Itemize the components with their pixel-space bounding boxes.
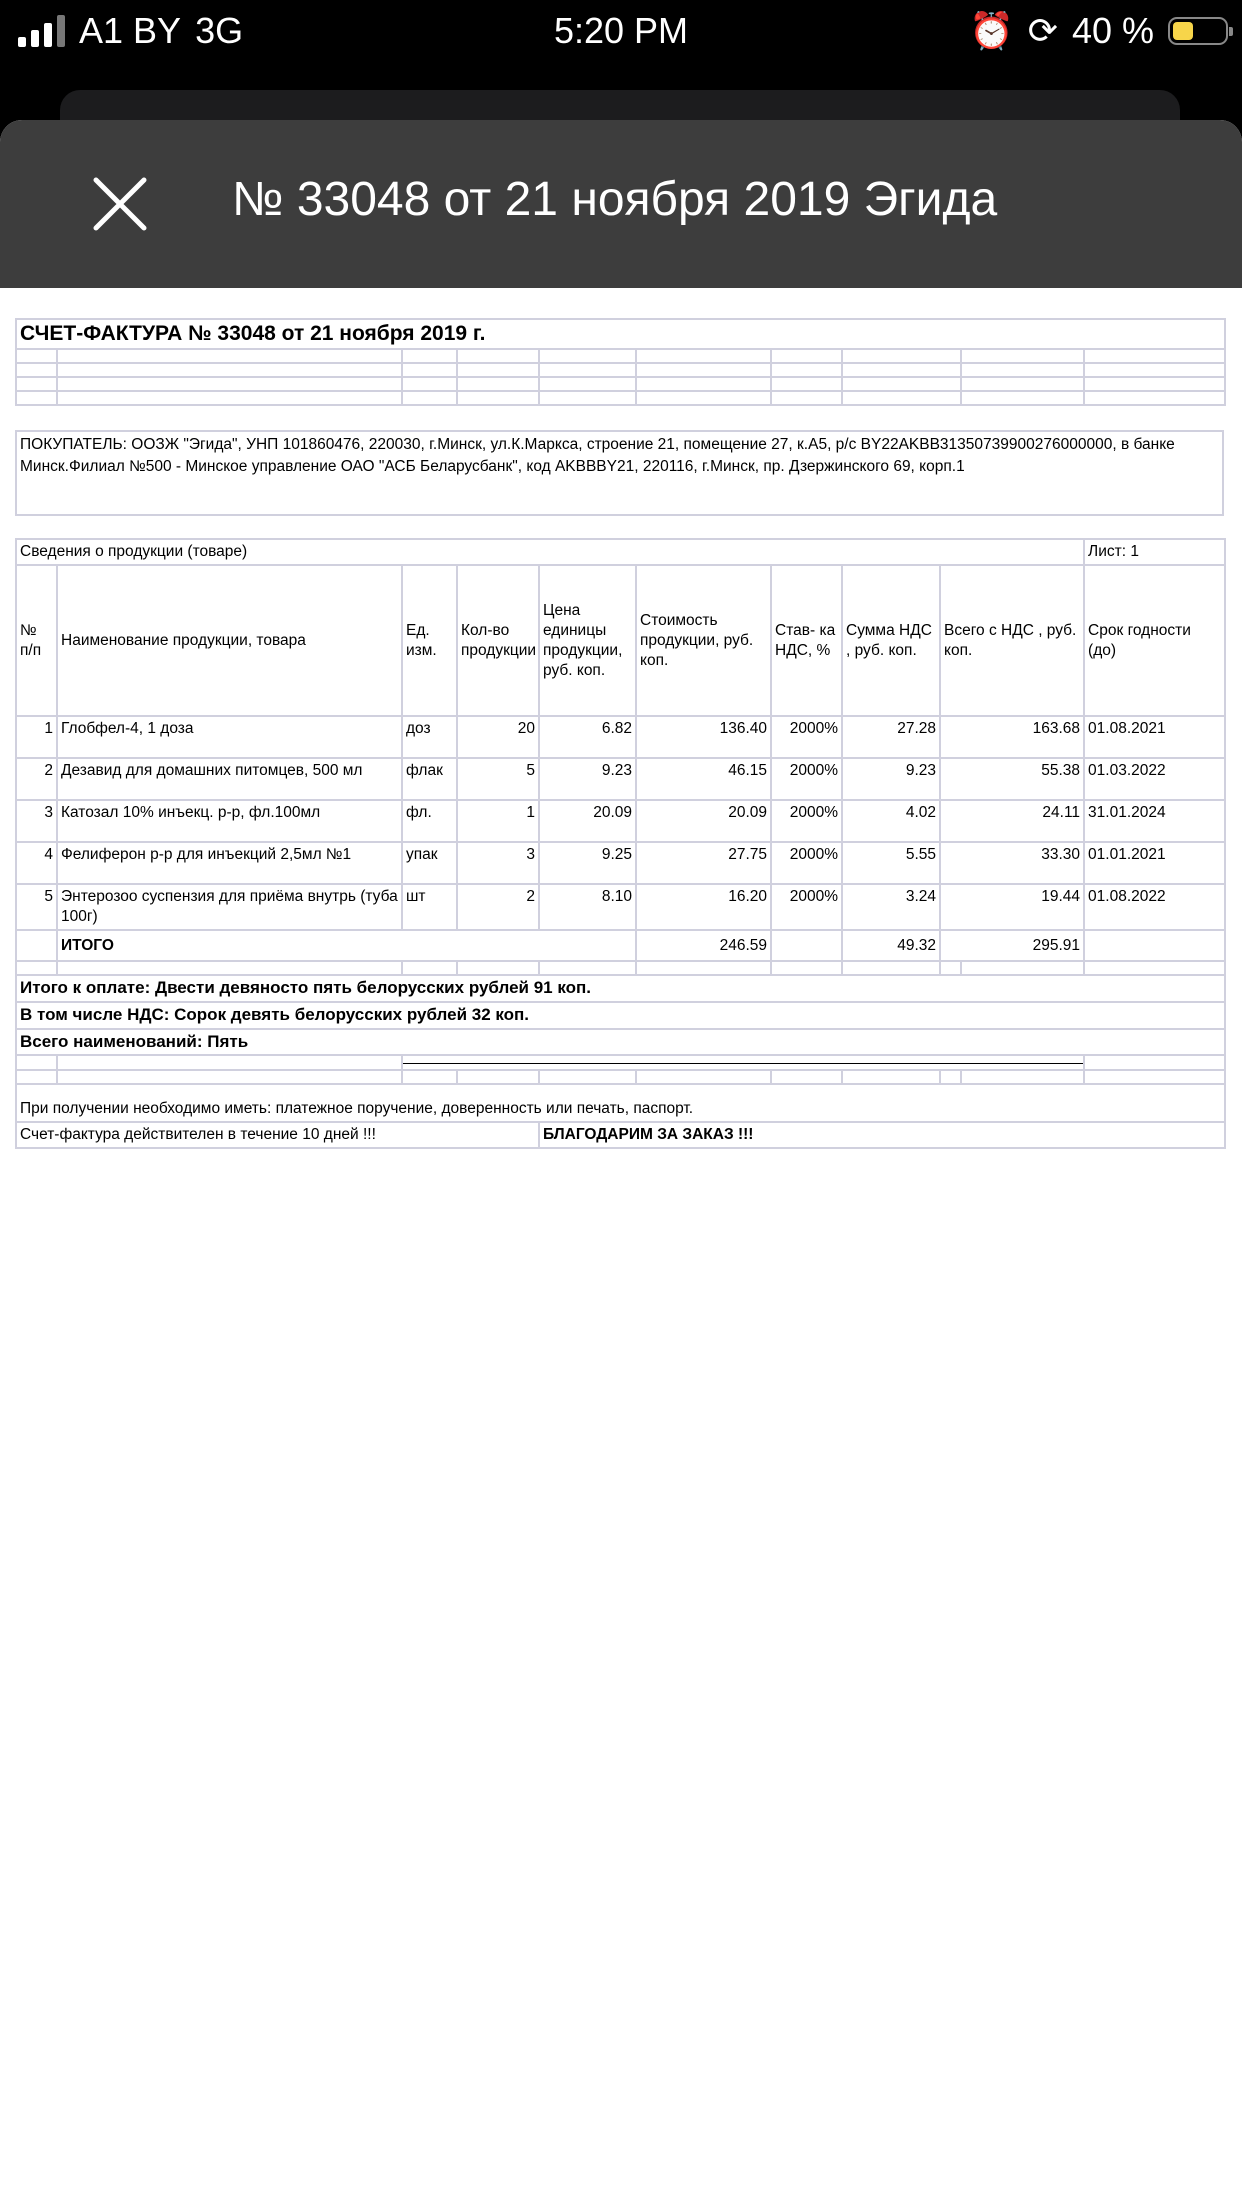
items-count: Всего наименований: Пять xyxy=(16,1029,1225,1055)
table-cell: 9.25 xyxy=(539,842,636,884)
amount-in-words: Итого к оплате: Двести девяносто пять белорусских рублей 91 коп. xyxy=(16,975,1225,1002)
col-header: Всего с НДС , руб. коп. xyxy=(940,565,1084,716)
validity-note: Счет-фактура действителен в течение 10 дней !!! xyxy=(16,1122,539,1148)
table-cell: 2000% xyxy=(771,884,842,930)
col-header: № п/п xyxy=(16,565,57,716)
table-cell: 20 xyxy=(457,716,539,758)
table-cell: шт xyxy=(402,884,457,930)
invoice-title-table xyxy=(15,318,1226,406)
products-table xyxy=(15,538,1226,1149)
table-cell: 4.02 xyxy=(842,800,940,842)
buyer-table xyxy=(15,430,1224,516)
table-cell: 33.30 xyxy=(940,842,1084,884)
total-sum: 295.91 xyxy=(940,930,1084,961)
table-cell: 3 xyxy=(16,800,57,842)
invoice-document xyxy=(15,318,1224,1149)
buyer-info: ПОКУПАТЕЛЬ: ООЗЖ "Эгида", УНП 101860476, 220030, г.Минск, ул.К.Маркса, строение 21, помещение 27, к.А5, р/с BY22AKBB31350739900276000000, в банке Минск.Филиал №500 - Минское управление ОАО "АСБ Беларусбанк", код AKBBBY21, 220116, г.Минск, пр. Дзержинского 69, корп.1 xyxy=(16,431,1223,515)
table-cell: 5 xyxy=(457,758,539,800)
table-row xyxy=(16,758,1225,800)
clock: 5:20 PM xyxy=(553,10,689,51)
table-cell: 16.20 xyxy=(636,884,771,930)
signature-line xyxy=(402,1063,1084,1064)
col-header: Став- ка НДС, % xyxy=(771,565,842,716)
vat-in-words: В том числе НДС: Сорок девять белорусских рублей 32 коп. xyxy=(16,1002,1225,1029)
table-cell: 5.55 xyxy=(842,842,940,884)
table-cell: флак xyxy=(402,758,457,800)
close-icon xyxy=(92,176,148,232)
battery-icon xyxy=(1168,17,1228,45)
table-cell: Дезавид для домашних питомцев, 500 мл xyxy=(57,758,402,800)
table-cell: 136.40 xyxy=(636,716,771,758)
sheet-number: Лист: 1 xyxy=(1084,539,1225,565)
table-cell: упак xyxy=(402,842,457,884)
table-cell: 2000% xyxy=(771,842,842,884)
table-cell: 27.75 xyxy=(636,842,771,884)
table-cell: 163.68 xyxy=(940,716,1084,758)
table-row xyxy=(16,884,1225,930)
total-vat: 49.32 xyxy=(842,930,940,961)
table-cell: 31.01.2024 xyxy=(1084,800,1225,842)
thanks-note: БЛАГОДАРИМ ЗА ЗАКАЗ !!! xyxy=(539,1122,1225,1148)
table-cell: 6.82 xyxy=(539,716,636,758)
table-cell: 2000% xyxy=(771,800,842,842)
receipt-note: При получении необходимо иметь: платежное поручение, доверенность или печать, паспорт. xyxy=(16,1084,1225,1122)
table-cell: 20.09 xyxy=(636,800,771,842)
status-bar xyxy=(0,0,1242,90)
section-label: Сведения о продукции (товаре) xyxy=(16,539,1084,565)
table-cell: 4 xyxy=(16,842,57,884)
table-cell: 3 xyxy=(457,842,539,884)
total-row xyxy=(16,930,1225,961)
table-cell: 01.03.2022 xyxy=(1084,758,1225,800)
table-cell: 9.23 xyxy=(539,758,636,800)
table-cell: 01.08.2021 xyxy=(1084,716,1225,758)
table-row xyxy=(16,800,1225,842)
document-title: № 33048 от 21 ноября 2019 Эгида xyxy=(232,173,998,226)
col-header: Сумма НДС , руб. коп. xyxy=(842,565,940,716)
document-viewer xyxy=(0,120,1242,2208)
table-cell: 1 xyxy=(457,800,539,842)
close-button[interactable] xyxy=(92,176,148,232)
signal-icon xyxy=(18,15,65,47)
table-cell: Катозал 10% инъекц. р-р, фл.100мл xyxy=(57,800,402,842)
rotation-lock-icon: ⟳ xyxy=(1027,10,1058,51)
table-header xyxy=(16,565,1225,716)
col-header: Стоимость продукции, руб. коп. xyxy=(636,565,771,716)
table-cell: Фелиферон р-р для инъекций 2,5мл №1 xyxy=(57,842,402,884)
table-cell: 1 xyxy=(16,716,57,758)
alarm-icon: ⏰ xyxy=(968,10,1014,51)
col-header: Срок годности (до) xyxy=(1084,565,1225,716)
carrier: A1 BY xyxy=(79,10,182,51)
table-cell: 8.10 xyxy=(539,884,636,930)
table-cell: фл. xyxy=(402,800,457,842)
viewer-header xyxy=(0,120,1242,288)
table-cell: доз xyxy=(402,716,457,758)
col-header: Цена единицы продукции, руб. коп. xyxy=(539,565,636,716)
col-header: Ед. изм. xyxy=(402,565,457,716)
table-cell: 3.24 xyxy=(842,884,940,930)
table-cell: 5 xyxy=(16,884,57,930)
table-cell: Энтерозоо суспензия для приёма внутрь (туба 100г) xyxy=(57,884,402,930)
table-cell: 24.11 xyxy=(940,800,1084,842)
battery-percent: 40 % xyxy=(1071,10,1154,51)
table-cell: 20.09 xyxy=(539,800,636,842)
table-row xyxy=(16,842,1225,884)
table-cell: Глобфел-4, 1 доза xyxy=(57,716,402,758)
table-cell: 19.44 xyxy=(940,884,1084,930)
col-header: Наименование продукции, товара xyxy=(57,565,402,716)
table-row xyxy=(16,716,1225,758)
invoice-title: СЧЕТ-ФАКТУРА № 33048 от 21 ноября 2019 г. xyxy=(16,319,1225,349)
table-cell: 55.38 xyxy=(940,758,1084,800)
table-cell: 01.01.2021 xyxy=(1084,842,1225,884)
table-cell: 01.08.2022 xyxy=(1084,884,1225,930)
table-cell: 27.28 xyxy=(842,716,940,758)
col-header: Кол-во продукции xyxy=(457,565,539,716)
table-cell: 9.23 xyxy=(842,758,940,800)
table-cell: 2 xyxy=(16,758,57,800)
network: 3G xyxy=(195,10,244,51)
table-cell: 2000% xyxy=(771,716,842,758)
total-label: ИТОГО xyxy=(57,930,636,961)
table-cell: 2 xyxy=(457,884,539,930)
table-cell: 46.15 xyxy=(636,758,771,800)
total-cost: 246.59 xyxy=(636,930,771,961)
table-cell: 2000% xyxy=(771,758,842,800)
